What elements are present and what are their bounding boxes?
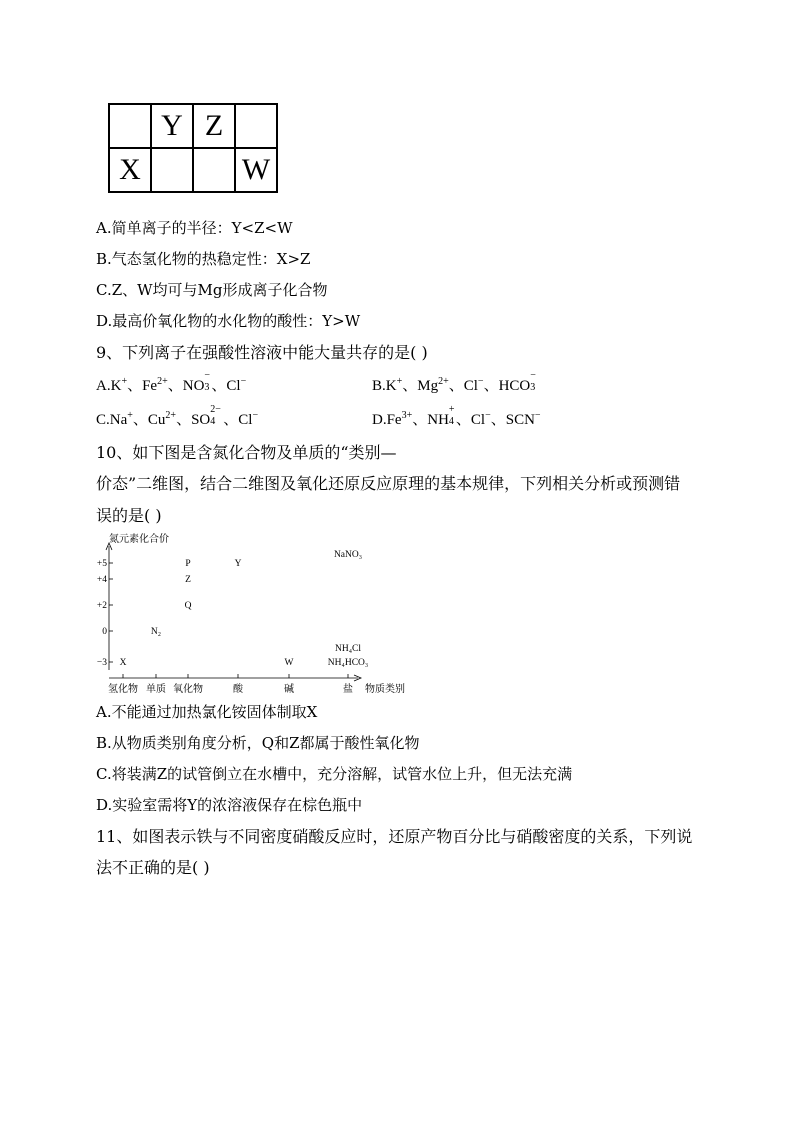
chart-axes [106,543,361,681]
y-axis-label: 氮元素化合价 [109,534,169,545]
option-label: D. [372,412,387,428]
q10-option-c: C.将装满Z的试管倒立在水槽中，充分溶解，试管水位上升，但无法充满 [96,765,573,783]
point-label: NH₄HCO₃ [327,658,369,668]
grid-row [109,148,277,192]
option-label: B. [372,378,386,394]
x-category-label: 氢化物 [108,684,138,695]
point-label: N₂ [150,627,162,637]
x-category-label: 碱 [284,684,294,695]
grid-row [109,104,277,148]
q8-option-d: D.最高价氧化物的水化物的酸性：Y>W [96,312,361,330]
point-label: Y [234,559,242,569]
point-label: W [284,658,294,668]
point-label: Z [185,575,191,585]
y-tick-label: +4 [96,575,107,585]
x-category-label: 盐 [343,684,353,695]
option-label: C. [96,412,110,428]
chart-points [120,550,369,668]
q9-option-b: B.K+、$Mg^{2+}$、Cl−、HCO − 3 [372,370,536,394]
grid-cell [151,148,193,192]
q8-option-b: B.气态氢化物的热稳定性：X>Z [96,250,311,268]
grid-cell-y: Y [151,104,193,148]
option-label: A. [96,378,111,394]
q10-option-b: B.从物质类别角度分析，Q和Z都属于酸性氧化物 [96,734,420,752]
grid-cell [109,104,151,148]
x-category-label: 单质 [146,684,166,695]
y-tick-label: −3 [96,658,107,668]
grid-cell-w: W [235,148,277,192]
point-label: NH₄Cl [334,644,362,654]
grid-cell-x: X [109,148,151,192]
grid-cell-z: Z [193,104,235,148]
q9-option-d: $D.Fe^{3+}$、NH + 4 、Cl−、SCN− [372,404,541,428]
y-ticks [97,559,113,668]
x-category-label: 氧化物 [173,684,203,695]
q10-stem-line2: 价态”二维图，结合二维图及氧化还原反应原理的基本规律，下列相关分析或预测错 [96,474,681,493]
x-category-label: 酸 [233,684,243,695]
point-label: Q [184,601,192,611]
point-label: P [185,559,191,569]
point-label: NaNO₃ [333,550,363,560]
q11-stem-line1: 11、如图表示铁与不同密度硝酸反应时，还原产物百分比与硝酸密度的关系，下列说 [96,827,693,846]
y-tick-label: +2 [96,601,107,611]
x-axis-label: 物质类别 [365,684,405,695]
point-label: X [119,658,127,668]
q8-option-a: A.简单离子的半径：Y<Z<W [96,219,293,237]
y-tick-label: +5 [96,559,107,569]
q9-option-a: A.K+、$Fe^{2+}$、NO − 3 、Cl− [96,370,247,394]
x-categories [108,674,353,695]
q9-stem: 9、下列离子在强酸性溶液中能大量共存的是( ) [96,343,428,362]
grid-cell [235,104,277,148]
q9-option-c: C.Na+、$Cu^{2+}$、SO 2− 4 、Cl− [96,404,259,428]
y-tick-label: 0 [102,627,107,637]
q10-stem-line1: 10、如下图是含氮化合物及单质的“类别— [96,443,397,462]
valence-category-chart [90,530,420,698]
q10-stem-line3: 误的是( ) [96,506,162,525]
q11-stem-line2: 法不正确的是( ) [96,858,210,877]
q10-option-d: D.实验室需将Y的浓溶液保存在棕色瓶中 [96,796,363,814]
grid-cell [193,148,235,192]
element-grid [108,103,278,193]
q10-option-a: A.不能通过加热氯化铵固体制取X [96,703,318,721]
q8-option-c: C.Z、W均可与Mg形成离子化合物 [96,281,328,299]
